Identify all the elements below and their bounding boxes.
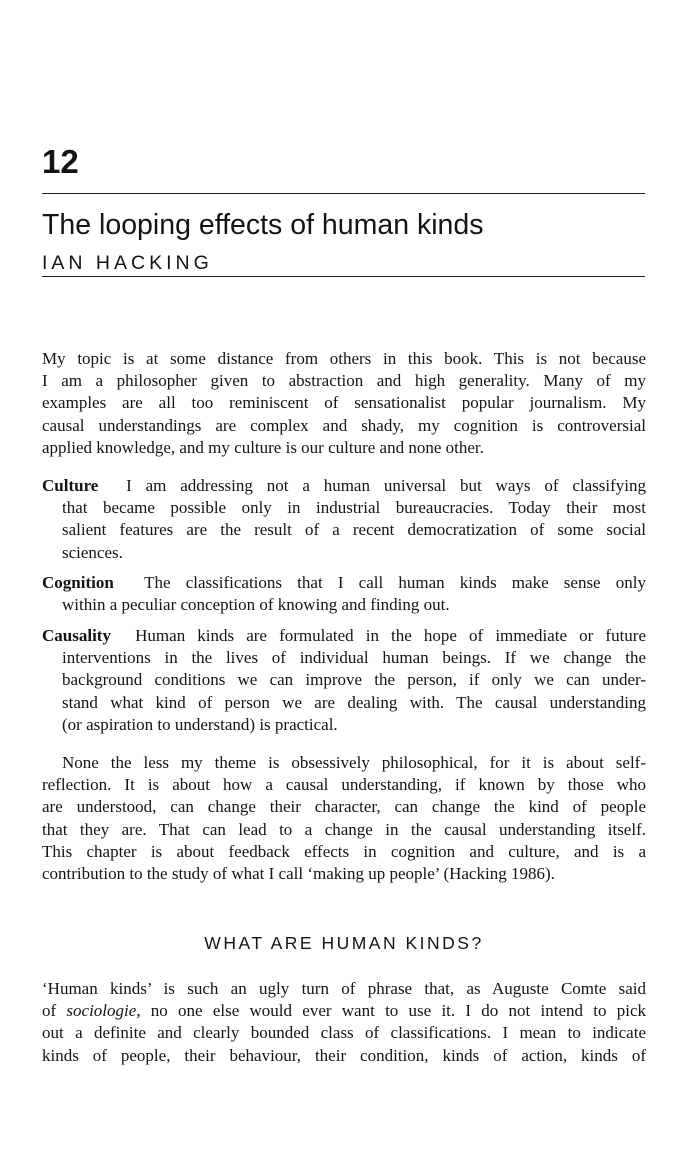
text-line: kinds of people, their behaviour, their condition, kinds of action, kinds of xyxy=(42,1045,646,1065)
definition-first-line xyxy=(42,572,646,594)
text-line: sciences. xyxy=(62,542,123,562)
definition-text: The classifications that I call human kinds make sense only xyxy=(144,573,646,592)
italic-term: sociologie xyxy=(66,1001,137,1021)
text-line: stand what kind of person we are dealing with. The causal understanding xyxy=(62,692,646,712)
text-line: salient features are the result of a recent democratization of some social xyxy=(62,520,646,540)
chapter-number: 12 xyxy=(42,143,79,180)
text-line: applied knowledge, and my culture is our culture and none other. xyxy=(42,437,484,457)
definition-term: Culture xyxy=(42,476,99,495)
text-line: (or aspiration to understand) is practical. xyxy=(62,714,338,734)
text-line: examples are all too reminiscent of sensationalist popular journalism. My xyxy=(42,393,646,413)
text-line xyxy=(42,1000,646,1022)
text-line: reflection. It is about how a causal understanding, if known by those who xyxy=(42,775,646,795)
text-line: are understood, can change their character, can change the kind of people xyxy=(42,797,646,817)
text-line: ‘Human kinds’ is such an ugly turn of phrase that, as Auguste Comte said xyxy=(42,979,646,998)
definition-first-line xyxy=(42,625,646,647)
theme-paragraph xyxy=(42,752,646,885)
definition-term: Cognition xyxy=(42,573,114,592)
text-line: My topic is at some distance from others in this book. This is not because xyxy=(42,349,646,368)
chapter-title: The looping effects of human kinds xyxy=(42,209,484,241)
definition-first-line xyxy=(42,475,646,497)
text-line: that they are. That can lead to a change in the causal understanding itself. xyxy=(42,819,646,839)
definition-term: Causality xyxy=(42,626,111,645)
text-line: out a definite and clearly bounded class of classifications. I mean to indicate xyxy=(42,1023,646,1043)
intro-paragraph xyxy=(42,348,646,459)
definition-cognition xyxy=(42,572,646,616)
text-line: This chapter is about feedback effects in cognition and culture, and is a xyxy=(42,841,646,861)
text-line: background conditions we can improve the person, if only we can under- xyxy=(62,670,646,690)
text-fragment: , no one else would ever want to use it. I do not intend to pick xyxy=(136,1001,646,1021)
text-line: None the less my theme is obsessively philosophical, for it is about self- xyxy=(62,753,646,772)
definition-text: Human kinds are formulated in the hope of immediate or future xyxy=(135,626,647,645)
text-fragment: of xyxy=(42,1001,67,1021)
text-line: interventions in the lives of individual human beings. If we change the xyxy=(62,648,646,668)
section-paragraph xyxy=(42,978,646,1067)
definition-culture xyxy=(42,475,646,564)
chapter-bottom-rule xyxy=(42,276,645,277)
text-line: contribution to the study of what I call ‘making up people’ (Hacking 1986). xyxy=(42,863,555,883)
text-line: within a peculiar conception of knowing and finding out. xyxy=(62,595,450,615)
text-line: that became possible only in industrial bureaucracies. Today their most xyxy=(62,498,646,518)
section-heading: WHAT ARE HUMAN KINDS? xyxy=(204,933,484,953)
definition-text: I am addressing not a human universal but ways of classifying xyxy=(126,476,647,495)
chapter-top-rule xyxy=(42,193,645,194)
chapter-author: IAN HACKING xyxy=(42,252,213,274)
text-line: causal understandings are complex and shady, my cognition is controversial xyxy=(42,415,646,435)
text-line: I am a philosopher given to abstraction and high generality. Many of my xyxy=(42,371,646,391)
definition-causality xyxy=(42,625,646,736)
